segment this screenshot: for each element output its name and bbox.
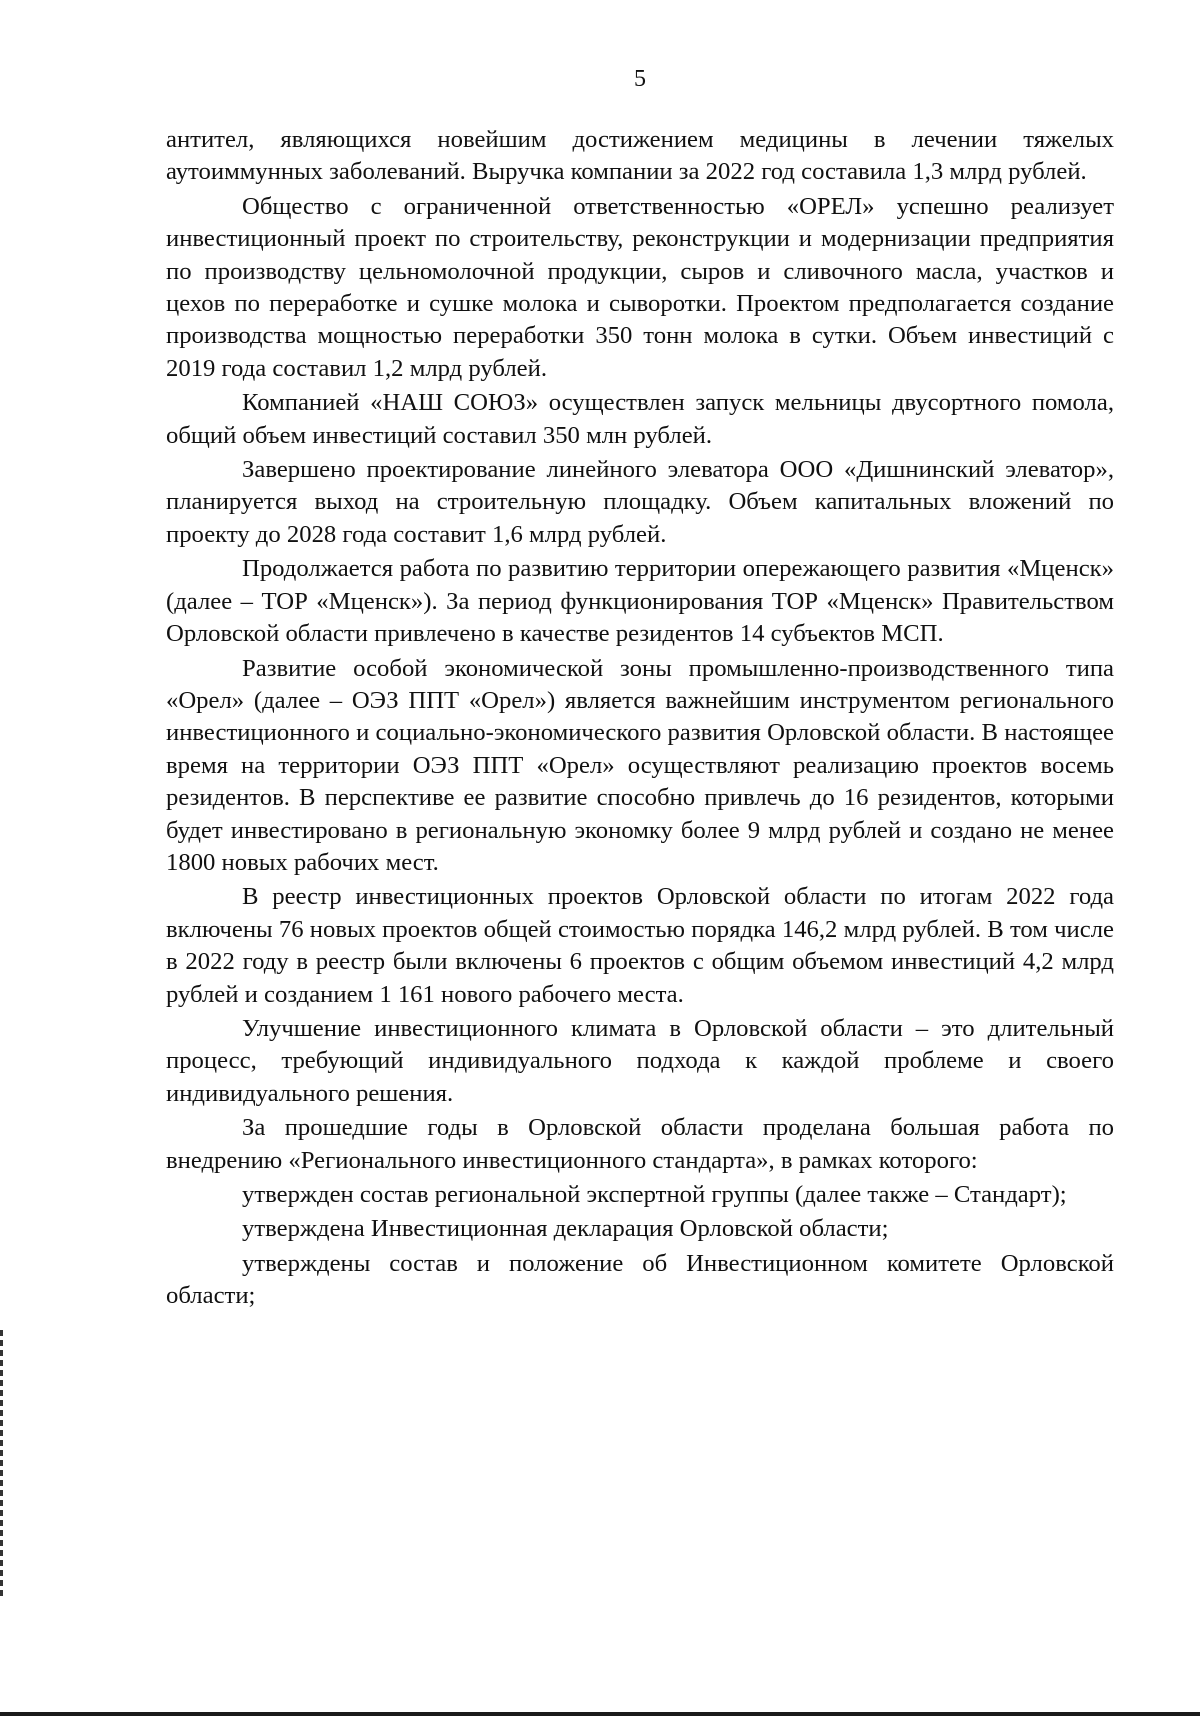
paragraph-1: антител, являющихся новейшим достижением медицины в лечении тяжелых аутоиммунных заболеваний. Выручка компании за 2022 год составила 1,3 млрд рублей. [166, 126, 1114, 186]
paragraph-4: Завершено проектирование линейного элеватора ООО «Дишнинский элеватор», планируется выход на строительную площадку. Объем капитальных вложений по проекту до 2028 года составит 1,6 млрд рублей. [166, 456, 1114, 548]
document-body [166, 124, 1114, 1313]
scan-bottom-edge [0, 1712, 1200, 1716]
paragraph-3: Компанией «НАШ СОЮЗ» осуществлен запуск мельницы двусортного помола, общий объем инвестиций составил 350 млн рублей. [166, 389, 1114, 449]
paragraph-12: утверждены состав и положение об Инвестиционном комитете Орловской области; [166, 1249, 1114, 1310]
paragraph-11: утверждена Инвестиционная декларация Орловской области; [242, 1215, 889, 1243]
scan-left-edge [0, 1330, 3, 1600]
paragraph-6: Развитие особой экономической зоны промышленно-производственного типа «Орел» (далее – ОЭЗ ППТ «Орел») является важнейшим инструментом регионального инвестиционного и социально-экономического развития Орловской области. В настоящее время на территории ОЭЗ ППТ «Орел» осуществляют реализацию проектов восемь резидентов. В перспективе ее развитие способно привлечь до 16 резидентов, которыми будет инвестировано в региональную экономку более 9 млрд рублей и создано не менее 1800 новых рабочих мест. [166, 654, 1114, 876]
paragraph-5: Продолжается работа по развитию территории опережающего развития «Мценск» (далее – ТОР «Мценск»). За период функционирования ТОР «Мценск» Правительством Орловской области привлечено в качестве резидентов 14 субъектов МСП. [166, 555, 1114, 648]
paragraph-2: Общество с ограниченной ответственностью «ОРЕЛ» успешно реализует инвестиционный проект по строительству, реконструкции и модернизации предприятия по производству цельномолочной продукции, сыров и сливочного масла, участков и цехов по переработке и сушке молока и сыворотки. Проектом предполагается создание производства мощностью переработки 350 тонн молока в сутки. Объем инвестиций с 2019 года составил 1,2 млрд рублей. [166, 192, 1114, 382]
page-number: 5 [634, 66, 646, 92]
paragraph-10: утвержден состав региональной экспертной группы (далее также – Стандарт); [242, 1181, 1067, 1208]
paragraph-8: Улучшение инвестиционного климата в Орловской области – это длительный процесс, требующий индивидуального подхода к каждой проблеме и своего индивидуального решения. [166, 1014, 1114, 1107]
paragraph-9: За прошедшие годы в Орловской области проделана большая работа по внедрению «Регионального инвестиционного стандарта», в рамках которого: [166, 1114, 1114, 1174]
paragraph-7: В реестр инвестиционных проектов Орловской области по итогам 2022 года включены 76 новых проектов общей стоимостью порядка 146,2 млрд рублей. В том числе в 2022 году в реестр были включены 6 проектов с общим объемом инвестиций 4,2 млрд рублей и созданием 1 161 нового рабочего места. [166, 883, 1114, 1008]
